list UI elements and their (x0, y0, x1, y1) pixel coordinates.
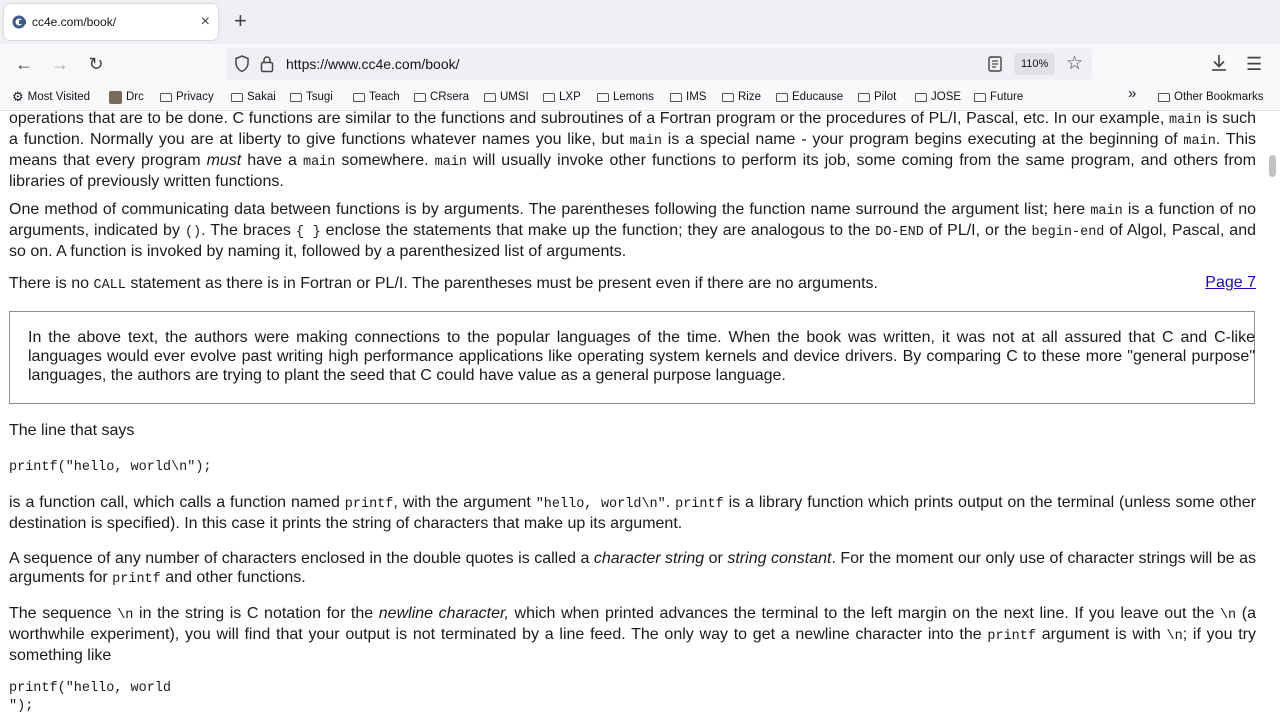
folder-icon (722, 93, 734, 102)
reader-view-icon[interactable] (988, 55, 1002, 73)
bookmark-educause[interactable]: Educause (776, 90, 843, 104)
paragraph-line-says: The line that says (9, 422, 135, 439)
hamburger-menu-icon[interactable]: ☰ (1246, 54, 1263, 74)
code-printf-hello: printf("hello, world\n"); (9, 460, 212, 475)
paragraph-no-call: There is no CALL statement as there is in Fortran or PL/I. The parentheses must be present even if there are no arguments. (9, 275, 878, 293)
bookmark-rize[interactable]: Rize (722, 90, 761, 104)
bookmark-other-bookmarks[interactable]: Other Bookmarks (1158, 90, 1263, 104)
bookmark-crsera[interactable]: CRsera (414, 90, 469, 104)
tab-title: cc4e.com/book/ (32, 15, 117, 29)
back-arrow-icon[interactable]: ← (15, 54, 33, 74)
bookmarks-overflow-chevron-icon[interactable]: » (1128, 85, 1137, 102)
commentary-text: In the above text, the authors were making connections to the popular languages of the time. When the book was written, it was not at all assured that C and C-like languages would ever evolve past writing high performance applications like operating system kernels and device drivers. By comparing C to these more "general purpose" languages, the authors are trying to plant the seed that C could have value as a general purpose language. (28, 329, 1255, 384)
zoom-level-button[interactable]: 110% (1014, 53, 1055, 75)
url-text[interactable]: https://www.cc4e.com/book/ (286, 56, 460, 72)
folder-icon (670, 93, 682, 102)
bookmarks-toolbar (0, 84, 1280, 111)
download-icon[interactable] (1208, 52, 1230, 74)
lock-icon[interactable] (260, 55, 274, 73)
bookmark-lxp[interactable]: LXP (543, 90, 581, 104)
folder-icon (290, 93, 302, 102)
folder-icon (776, 93, 788, 102)
reload-icon[interactable]: ↻ (88, 54, 104, 74)
tab-strip (0, 0, 1280, 44)
active-tab[interactable] (4, 4, 218, 40)
folder-icon (1158, 93, 1170, 102)
code-printf-broken: printf("hello, world "); (9, 681, 172, 714)
bookmark-pilot[interactable]: Pilot (858, 90, 896, 104)
bookmark-jose[interactable]: JOSE (915, 90, 961, 104)
tab-close-icon[interactable]: × (200, 13, 210, 30)
folder-icon (597, 93, 609, 102)
bookmark-star-icon[interactable]: ☆ (1066, 53, 1084, 74)
bookmark-sakai[interactable]: Sakai (231, 90, 276, 104)
paragraph-newline: The sequence \n in the string is C notation for the newline character, which when printed advances the terminal to the left margin on the next line. If you leave out the \n (a worthwhile experiment), you will find that your output is not terminated by a line feed. The only way to get a newline character into the printf argument is with \n; if you try something like (9, 605, 1257, 664)
folder-icon (858, 93, 870, 102)
bookmark-lemons[interactable]: Lemons (597, 90, 654, 104)
folder-icon (543, 93, 555, 102)
folder-icon (414, 93, 426, 102)
address-bar[interactable] (226, 48, 1092, 80)
paragraph-function-call: is a function call, which calls a function named printf, with the argument "hello, world\n". printf is a library function which prints output on the terminal (unless some other destination is specified). In this case it prints the string of characters that make up its argument. (9, 494, 1257, 532)
paragraph-main-function: operations that are to be done. C functions are similar to the functions and subroutines of a Fortran program or the procedures of PL/I, Pascal, etc. In our example, main is such a function. Normally you are at liberty to give functions whatever names you like, but main is a special name - your program begins executing at the beginning of main. This means that every program must have a main somewhere. main will usually invoke other functions to perform its job, some coming from the same program, and others from libraries of previously written functions. (9, 111, 1257, 190)
paragraph-character-string: A sequence of any number of characters enclosed in the double quotes is called a character string or string constant. For the moment our only use of character strings will be as arguments for printf and other functions. (9, 550, 1257, 587)
new-tab-button[interactable]: + (234, 8, 247, 33)
bookmark-most-visited[interactable]: ⚙ Most Visited (12, 89, 91, 104)
folder-icon (160, 93, 172, 102)
commentary-box (9, 311, 1255, 404)
folder-icon (231, 93, 243, 102)
drc-favicon-icon (109, 91, 122, 104)
bookmark-ims[interactable]: IMS (670, 90, 706, 104)
bookmark-umsi[interactable]: UMSI (484, 90, 529, 104)
bookmark-future[interactable]: Future (974, 90, 1023, 104)
folder-icon (484, 93, 496, 102)
folder-icon (974, 93, 986, 102)
forward-arrow-icon[interactable]: → (51, 54, 69, 74)
bookmark-privacy[interactable]: Privacy (160, 90, 214, 104)
page-7-link[interactable]: Page 7 (1205, 274, 1256, 291)
bookmark-tsugi[interactable]: Tsugi (290, 90, 333, 104)
bookmark-teach[interactable]: Teach (353, 90, 400, 104)
navigation-toolbar (0, 44, 1280, 84)
gear-icon: ⚙ (12, 89, 24, 104)
scrollbar-thumb[interactable] (1269, 155, 1276, 177)
paragraph-arguments: One method of communicating data between functions is by arguments. The parentheses following the function name surround the argument list; here main is a function of no arguments, indicated by (). The braces { } enclose the statements that make up the function; they are analogous to the DO-END of PL/I, or the begin-end of Algol, Pascal, and so on. A function is invoked by naming it, followed by a parenthesized list of arguments. (9, 201, 1257, 260)
bookmark-drc[interactable]: Drc (109, 90, 144, 104)
site-favicon-icon (12, 15, 26, 29)
tracking-protection-shield-icon[interactable] (234, 55, 250, 73)
folder-icon (915, 93, 927, 102)
page-content (0, 111, 1266, 720)
scrollbar-track[interactable] (1266, 111, 1280, 720)
folder-icon (353, 93, 365, 102)
